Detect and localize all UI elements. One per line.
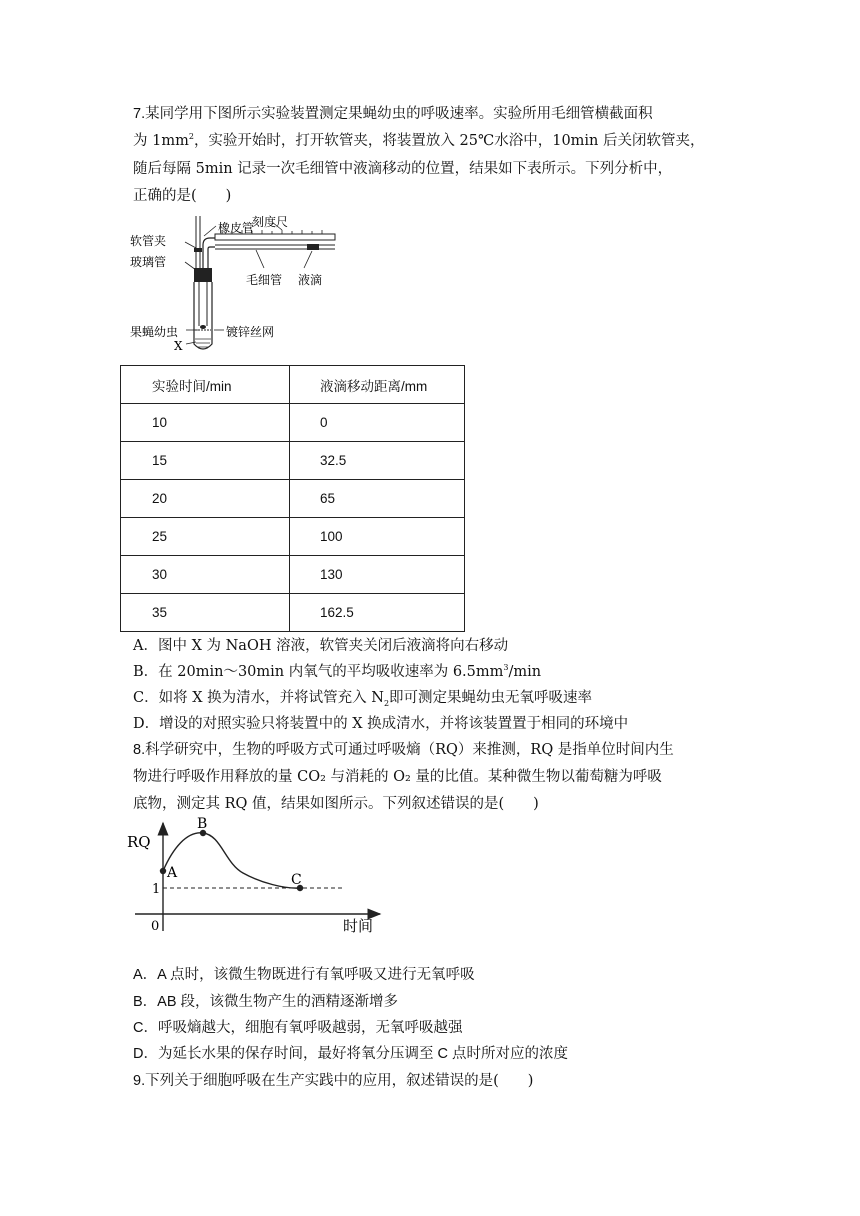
data-table — [120, 365, 465, 632]
label-ruler: 刻度尺 — [252, 215, 289, 229]
label-clamp: 软管夹 — [130, 234, 167, 248]
q7-line3: 随后每隔 5min 记录一次毛细管中液滴移动的位置，结果如下表所示。下列分析中， — [133, 161, 673, 177]
label-x: X — [174, 339, 183, 353]
tube-clamp — [194, 248, 202, 252]
label-larva: 果蝇幼虫 — [130, 325, 179, 339]
table-row — [121, 556, 465, 594]
label-glass-tube: 玻璃管 — [130, 255, 167, 269]
table-row — [121, 594, 465, 632]
q7-text-2-sup: 2 — [188, 132, 194, 142]
q9-line1 — [133, 1068, 733, 1094]
q7-option-c-sub: 2 — [383, 698, 390, 708]
table-cell: 30 — [121, 556, 290, 594]
q7-option-c — [133, 685, 733, 711]
table-cell: 0 — [290, 404, 465, 442]
liquid-drop — [307, 244, 319, 250]
table-header-time: 实验时间/min — [121, 366, 290, 404]
table-cell: 162.5 — [290, 594, 465, 632]
table-cell: 10 — [121, 404, 290, 442]
q7-text-1: 某同学用下图所示实验装置测定果蝇幼虫的呼吸速率。实验所用毛细管横截面积 — [145, 106, 653, 122]
table-row — [121, 480, 465, 518]
table-cell: 25 — [121, 518, 290, 556]
q7-option-c-text: C．如将 X 换为清水，并将试管充入 N — [133, 690, 384, 706]
q7-option-b-text: B．在 20min～30min 内氧气的平均吸收速率为 6.5mm — [133, 664, 504, 680]
label-rubber-tube: 橡皮管 — [218, 221, 255, 235]
q8-line2: 物进行呼吸作用释放的量 CO₂ 与消耗的 O₂ 量的比值。某种微生物以葡萄糖为呼吸 — [133, 769, 662, 785]
table-cell: 35 — [121, 594, 290, 632]
q8-text-1: 科学研究中，生物的呼吸方式可通过呼吸熵（RQ）来推测，RQ 是指单位时间内生 — [145, 742, 674, 758]
table-cell: 130 — [290, 556, 465, 594]
q8-line3: 底物，测定其 RQ 值，结果如图所示。下列叙述错误的是( ) — [133, 796, 539, 812]
q7-option-a: A．图中 X 为 NaOH 溶液，软管夹关闭后液滴将向右移动 — [133, 638, 509, 654]
point-a-label: A — [167, 865, 178, 881]
q8-line1 — [133, 737, 733, 763]
origin-label: 0 — [151, 919, 160, 934]
q7-option-b — [133, 659, 733, 685]
label-capillary: 毛细管 — [246, 273, 283, 287]
q7-option-b-unit: /min — [508, 664, 542, 680]
label-mesh: 镀锌丝网 — [226, 325, 275, 339]
x-axis-label: 时间 — [343, 917, 374, 935]
q7-option-d: D．增设的对照实验只将装置中的 X 换成清水，并将该装置置于相同的环境中 — [133, 716, 629, 732]
label-drop: 液滴 — [298, 273, 323, 287]
rq-curve — [163, 833, 300, 888]
tick-1-label: 1 — [152, 882, 161, 897]
rq-graph — [125, 813, 395, 943]
table-cell: 65 — [290, 480, 465, 518]
table-cell: 100 — [290, 518, 465, 556]
q8-option-d: D．为延长水果的保存时间，最好将氧分压调至 C 点时所对应的浓度 — [133, 1046, 568, 1062]
q8-option-b: B．AB 段，该微生物产生的酒精逐渐增多 — [133, 994, 399, 1010]
apparatus-diagram — [130, 208, 350, 360]
q7-line2 — [133, 128, 733, 154]
q9-number: 9. — [133, 1073, 146, 1089]
point-b-label: B — [197, 816, 208, 832]
table-row — [121, 442, 465, 480]
q8-number: 8. — [133, 742, 146, 758]
q7-text-2b: ，实验开始时，打开软管夹，将装置放入 25℃水浴中，10min 后关闭软管夹， — [193, 133, 705, 149]
q7-line1 — [133, 101, 733, 127]
q8-option-a: A．A 点时，该微生物既进行有氧呼吸又进行无氧呼吸 — [133, 967, 475, 983]
q7-text-2a: 为 1mm — [133, 133, 189, 149]
q7-option-b-sup: 3 — [503, 663, 509, 673]
table-cell: 15 — [121, 442, 290, 480]
table-row — [121, 518, 465, 556]
q9-text-1: 下列关于细胞呼吸在生产实践中的应用，叙述错误的是( ) — [145, 1073, 534, 1089]
table-header-row — [121, 366, 465, 404]
table-cell: 20 — [121, 480, 290, 518]
table-cell: 32.5 — [290, 442, 465, 480]
stopper — [194, 268, 212, 282]
y-axis-label: RQ — [127, 833, 151, 851]
q8-option-c: C．呼吸熵越大，细胞有氧呼吸越弱，无氧呼吸越强 — [133, 1020, 463, 1036]
table-header-distance: 液滴移动距离/mm — [290, 366, 465, 404]
q7-line4: 正确的是( ) — [133, 188, 232, 204]
point-c-label: C — [291, 872, 302, 888]
point-a — [160, 868, 166, 874]
table-row — [121, 404, 465, 442]
q7-option-c-text2: 即可测定果蝇幼虫无氧呼吸速率 — [389, 690, 593, 706]
q7-number: 7. — [133, 106, 146, 122]
